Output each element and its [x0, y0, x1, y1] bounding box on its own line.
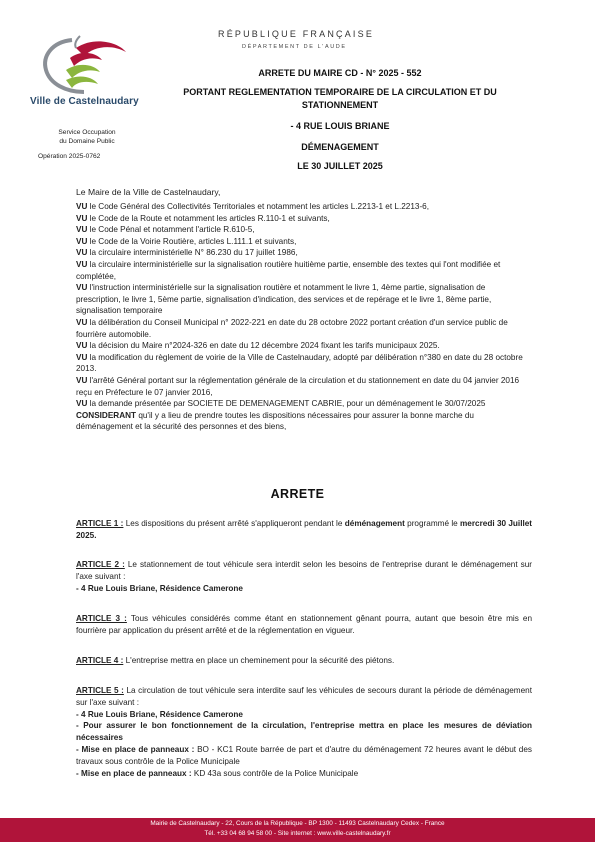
republique-francaise: RÉPUBLIQUE FRANÇAISE: [218, 29, 375, 39]
visa-text: l'arrêté Général portant sur la réglementation générale de la circulation et du stationnement en date du 04 janvier 2016 reçu en Préfecture le 07 janvier 2016,: [76, 375, 520, 397]
article-3-text: Tous véhicules considérés comme étant en stationnement gênant pourra, autant que besoin être mis en fourrière par application du présent arrêté et de la réglementation en vigueur.: [76, 614, 532, 635]
visa-item: [76, 259, 532, 282]
visa-keyword: VU: [76, 375, 88, 385]
article-1-label: ARTICLE 1 :: [76, 519, 124, 528]
visa-keyword: VU: [76, 317, 88, 327]
article-2-text: Le stationnement de tout véhicule sera interdit selon les besoins de l'entreprise durant le déménagement sur l'axe suivant :: [76, 560, 532, 581]
departement: DÉPARTEMENT DE L'AUDE: [242, 44, 347, 50]
article-3: [76, 613, 532, 637]
arrete-heading: ARRETE: [270, 487, 325, 501]
castelnaudary-emblem-icon: [32, 34, 128, 96]
visa-text: l'instruction interministérielle sur la signalisation routière et notamment le livre 1, 4ème partie, signalisation de prescription, le livre 1, 5ème partie, signalisation d'indication, des services et de repérage et le livre 1, 8ème partie, signalisation temporaire: [76, 283, 492, 316]
article-5-item-4-label: - Mise en place de panneaux :: [76, 768, 192, 778]
visa-item: [76, 410, 532, 433]
logo-text: Ville de Castelnaudary: [30, 96, 139, 107]
visa-keyword: VU: [76, 399, 88, 409]
visa-item: [76, 201, 532, 213]
visa-item: [76, 213, 532, 225]
visa-keyword: VU: [76, 236, 88, 246]
article-2: [76, 559, 532, 594]
footer-address: Mairie de Castelnaudary - 22, Cours de la République - BP 1300 - 11493 Castelnaudary Cedex - France: [150, 820, 445, 827]
title-line-2: PORTANT REGLEMENTATION TEMPORAIRE DE LA CIRCULATION ET DU: [183, 87, 497, 97]
footer-bar: [0, 818, 595, 842]
article-1: [76, 518, 532, 542]
service-line-2: du Domaine Public: [59, 138, 115, 145]
visa-keyword: VU: [76, 213, 88, 223]
visa-text: le Code Général des Collectivités Territoriales et notamment les articles L.2213-1 et L.2213-6,: [87, 202, 429, 211]
title-line-3: STATIONNEMENT: [301, 100, 379, 110]
visa-keyword: VU: [76, 259, 88, 269]
operation-number: Opération 2025-0762: [38, 153, 101, 160]
visa-keyword: VU: [76, 202, 88, 211]
visa-item: [76, 236, 532, 248]
city-logo: [32, 34, 128, 96]
article-4-label: ARTICLE 4 :: [76, 656, 124, 665]
article-4-text: L'entreprise mettra en place un cheminement pour la sécurité des piétons.: [123, 656, 395, 665]
visa-item: [76, 224, 532, 236]
article-5-label: ARTICLE 5 :: [76, 686, 124, 695]
visa-text: la délibération du Conseil Municipal n° 2022-221 en date du 28 octobre 2022 portant création d'un service public de fourrière automobile.: [76, 317, 508, 339]
article-1-bold-1: déménagement: [344, 519, 405, 528]
article-5: [76, 685, 532, 779]
visa-keyword: VU: [76, 352, 88, 362]
visa-text: la décision du Maire n°2024-326 en date du 12 décembre 2024 fixant les tarifs municipaux 2025.: [87, 341, 440, 351]
visa-keyword: VU: [76, 283, 88, 293]
article-1-text: Les dispositions du présent arrêté s'appliqueront pendant le: [123, 519, 345, 528]
visa-item: [76, 352, 532, 375]
visas-list: [76, 201, 532, 433]
article-1-text-2: programmé le: [404, 519, 461, 528]
visa-item: [76, 375, 532, 398]
visa-keyword: VU: [76, 225, 88, 235]
visa-item: [76, 317, 532, 340]
visa-item: [76, 398, 532, 410]
visa-text: qu'il y a lieu de prendre toutes les dispositions nécessaires pour assurer la bonne marche du déménagement et la sécurité des personnes et des biens,: [76, 410, 474, 432]
visa-text: la circulaire interministérielle N° 86.230 du 17 juillet 1986,: [87, 248, 298, 258]
article-5-item-3-text: BO - KC1 Route barrée de part et d'autre du déménagement 72 heures avant le début des travaux sous contrôle de la Police Municipale: [76, 744, 532, 766]
visa-text: la demande présentée par SOCIETE DE DEMENAGEMENT CABRIE, pour un déménagement le 30/07/2025: [87, 399, 486, 409]
article-5-item-3-label: - Mise en place de panneaux :: [76, 744, 195, 754]
article-2-item: - 4 Rue Louis Briane, Résidence Camerone: [76, 583, 243, 593]
visa-text: le Code de la Voirie Routière, articles L.111.1 et suivants,: [87, 236, 297, 246]
visa-text: la modification du règlement de voirie de la Ville de Castelnaudary, adopté par délibération n°380 en date du 28 octobre 2013.: [76, 352, 523, 374]
article-5-item-4-text: KD 43a sous contrôle de la Police Municipale: [191, 768, 359, 778]
article-2-label: ARTICLE 2 :: [76, 560, 125, 569]
operation-date: LE 30 JUILLET 2025: [297, 161, 383, 171]
service-line-1: Service Occupation: [58, 129, 116, 136]
visa-item: [76, 340, 532, 352]
article-1-date: mercredi 30 Juillet 2025.: [76, 519, 533, 540]
visa-text: le Code Pénal et notamment l'article R.610-5,: [87, 225, 255, 235]
operation-type: DÉMENAGEMENT: [301, 142, 379, 152]
visa-item: [76, 282, 532, 317]
footer-contact: Tél. +33 04 68 94 58 00 - Site internet : www.ville-castelnaudary.fr: [204, 830, 391, 837]
visa-keyword: VU: [76, 341, 88, 351]
article-4: [76, 655, 532, 667]
article-5-item-1: - 4 Rue Louis Briane, Résidence Camerone: [76, 709, 243, 719]
visa-item: [76, 247, 532, 259]
visa-text: le Code de la Route et notamment les articles R.110-1 et suivants,: [87, 213, 330, 223]
article-5-text: La circulation de tout véhicule sera interdite sauf les véhicules de secours durant la période de déménagement sur l'axe suivant :: [76, 686, 532, 707]
visa-keyword: VU: [76, 248, 88, 258]
mayor-intro: Le Maire de la Ville de Castelnaudary,: [76, 187, 221, 197]
service-block: [32, 128, 142, 146]
visa-keyword: CONSIDERANT: [76, 410, 137, 420]
article-5-item-2: - Pour assurer le bon fonctionnement de la circulation, l'entreprise mettra en place les mesures de déviation nécessaires: [76, 721, 532, 743]
address-line: - 4 RUE LOUIS BRIANE: [290, 121, 390, 131]
arrete-number: ARRETE DU MAIRE CD - N° 2025 - 552: [258, 68, 422, 78]
visa-text: la circulaire interministérielle sur la signalisation routière huitième partie, ensemble des textes qui l'ont modifiée et complétée,: [76, 259, 501, 281]
article-3-label: ARTICLE 3 :: [76, 614, 127, 623]
